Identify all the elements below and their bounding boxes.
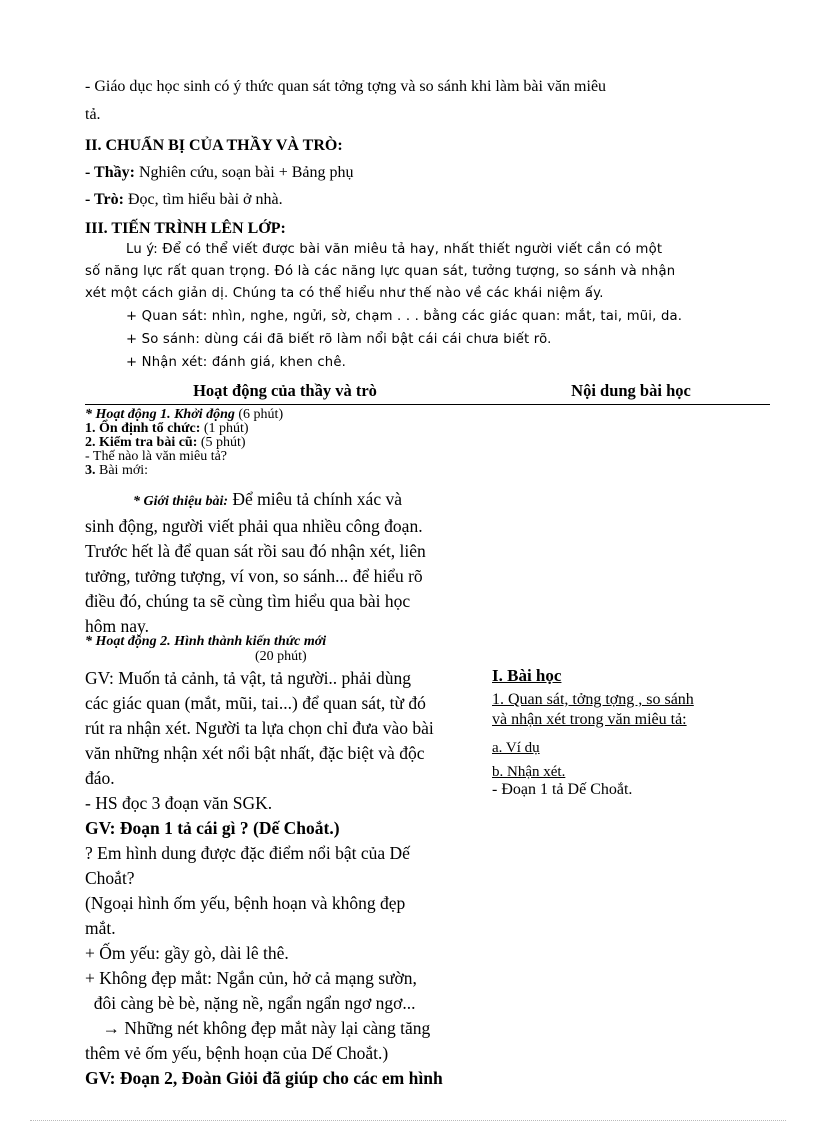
hd2-line-7: GV: Đoạn 1 tả cái gì ? (Dế Choắt.): [85, 818, 340, 838]
right-vi-du: a. Ví dụ: [492, 740, 540, 756]
gioi-thieu-line-6: hôm nay.: [85, 616, 149, 636]
hd2-line-8: ? Em hình dung được đặc điểm nổi bật của Dế: [85, 843, 410, 863]
hd1-item-1: 1. Ổn định tổ chức: (1 phút): [85, 421, 249, 436]
right-muc-1-line-1: 1. Quan sát, tởng tợng , so sánh: [492, 691, 694, 708]
bullet-nhan-xet: + Nhận xét: đánh giá, khen chê.: [126, 355, 347, 370]
intro-line-1: - Giáo dục học sinh có ý thức quan sát tởng tợng và so sánh khi làm bài văn miêu: [85, 78, 607, 95]
hd2-line-9: Choắt?: [85, 868, 135, 888]
right-doan-1: - Đoạn 1 tả Dế Choắt.: [492, 781, 633, 798]
hd2-line-14: đôi càng bè bè, nặng nề, ngẩn ngẩn ngơ ngơ...: [85, 993, 416, 1013]
hd2-line-12: + Ốm yếu: gầy gò, dài lê thê.: [85, 943, 289, 963]
note-line-2: số năng lực rất quan trọng. Đó là các năng lực quan sát, tưởng tượng, so sánh và nhận: [85, 264, 676, 279]
section-3-heading: III. TIẾN TRÌNH LÊN LỚP:: [85, 220, 286, 237]
gioi-thieu-line-2: sinh động, người viết phải qua nhiều công đoạn.: [85, 516, 423, 536]
thay-label: - Thầy:: [85, 164, 135, 181]
section-2-heading: II. CHUẨN BỊ CỦA THẦY VÀ TRÒ:: [85, 137, 343, 154]
right-bai-hoc: I. Bài học: [492, 666, 562, 685]
hd1-item-2: 2. Kiểm tra bài cũ: (5 phút): [85, 435, 246, 450]
hd2-line-17: GV: Đoạn 2, Đoàn Giỏi đã giúp cho các em hình: [85, 1068, 443, 1088]
right-muc-1-line-2: và nhận xét trong văn miêu tả:: [492, 711, 687, 728]
hd2-line-15: → Những nét không đẹp mắt này lại càng tăng: [85, 1018, 431, 1038]
page-bottom-dotline: [30, 1120, 786, 1121]
hd2-line-13: + Không đẹp mắt: Ngắn củn, hở cả mạng sườn,: [85, 968, 417, 988]
thay-line: [85, 164, 770, 182]
bullet-so-sanh: + So sánh: dùng cái đã biết rõ làm nổi bật cái cái chưa biết rõ.: [126, 332, 552, 347]
hd2-line-11: mắt.: [85, 918, 116, 938]
bullet-quan-sat: + Quan sát: nhìn, nghe, ngửi, sờ, chạm . . . bằng các giác quan: mắt, tai, mũi, da.: [126, 309, 683, 324]
tro-label: - Trò:: [85, 191, 124, 208]
hd2-line-16: thêm vẻ ốm yếu, bệnh hoạn của Dế Choắt.): [85, 1043, 389, 1063]
thay-text: Nghiên cứu, soạn bài + Bảng phụ: [134, 164, 354, 181]
hd1-title: * Hoạt động 1. Khởi động (6 phút): [85, 407, 284, 422]
hd2-line-5: đáo.: [85, 768, 115, 788]
hd2-time: (20 phút): [255, 649, 307, 664]
gioi-thieu-line-4: tưởng, tưởng tượng, ví von, so sánh... để hiểu rõ: [85, 566, 423, 586]
hd2-line-2: các giác quan (mắt, mũi, tai...) để quan sát, từ đó: [85, 693, 426, 713]
note-line-3: xét một cách giản dị. Chúng ta có thể hiểu như thế nào về các khái niệm ấy.: [85, 286, 604, 301]
hd2-left-block: [85, 666, 485, 1091]
hd1-item-3: - Thế nào là văn miêu tả?: [85, 449, 228, 464]
gioi-thieu-block: [85, 487, 485, 639]
intro-line-2: tả.: [85, 106, 101, 123]
right-muc-1: [492, 690, 777, 730]
hd2-line-3: rút ra nhận xét. Người ta lựa chọn chỉ đưa vào bài: [85, 718, 434, 738]
table-header-right: Nội dung bài học: [571, 381, 691, 400]
tro-text: Đọc, tìm hiểu bài ở nhà.: [123, 191, 283, 208]
hd1-item-4: 3. Bài mới:: [85, 463, 149, 478]
hd2-line-1: GV: Muốn tả cảnh, tả vật, tả người.. phải dùng: [85, 668, 412, 688]
hd1-block: [85, 408, 485, 478]
tro-line: [85, 191, 770, 209]
table-header-rule: [85, 404, 770, 405]
hd2-line-6: - HS đọc 3 đoạn văn SGK.: [85, 793, 273, 813]
table-header-left: Hoạt động của thầy và trò: [193, 381, 377, 400]
right-nhan-xet: b. Nhận xét.: [492, 764, 566, 780]
gioi-thieu-line-1: * Giới thiệu bài: Để miêu tả chính xác và: [133, 489, 402, 509]
hd2-line-4: văn những nhận xét nổi bật nhất, đặc biệt và độc: [85, 743, 425, 763]
hd2-title: * Hoạt động 2. Hình thành kiến thức mới: [85, 634, 327, 649]
hd2-line-10: (Ngoại hình ốm yếu, bệnh hoạn và không đẹp: [85, 893, 406, 913]
note-line-1: Lu ý: Để có thể viết được bài văn miêu tả hay, nhất thiết người viết cần có một: [126, 242, 663, 257]
gioi-thieu-line-5: điều đó, chúng ta sẽ cùng tìm hiểu qua bài học: [85, 591, 411, 611]
gioi-thieu-line-3: Trước hết là để quan sát rồi sau đó nhận xét, liên: [85, 541, 426, 561]
